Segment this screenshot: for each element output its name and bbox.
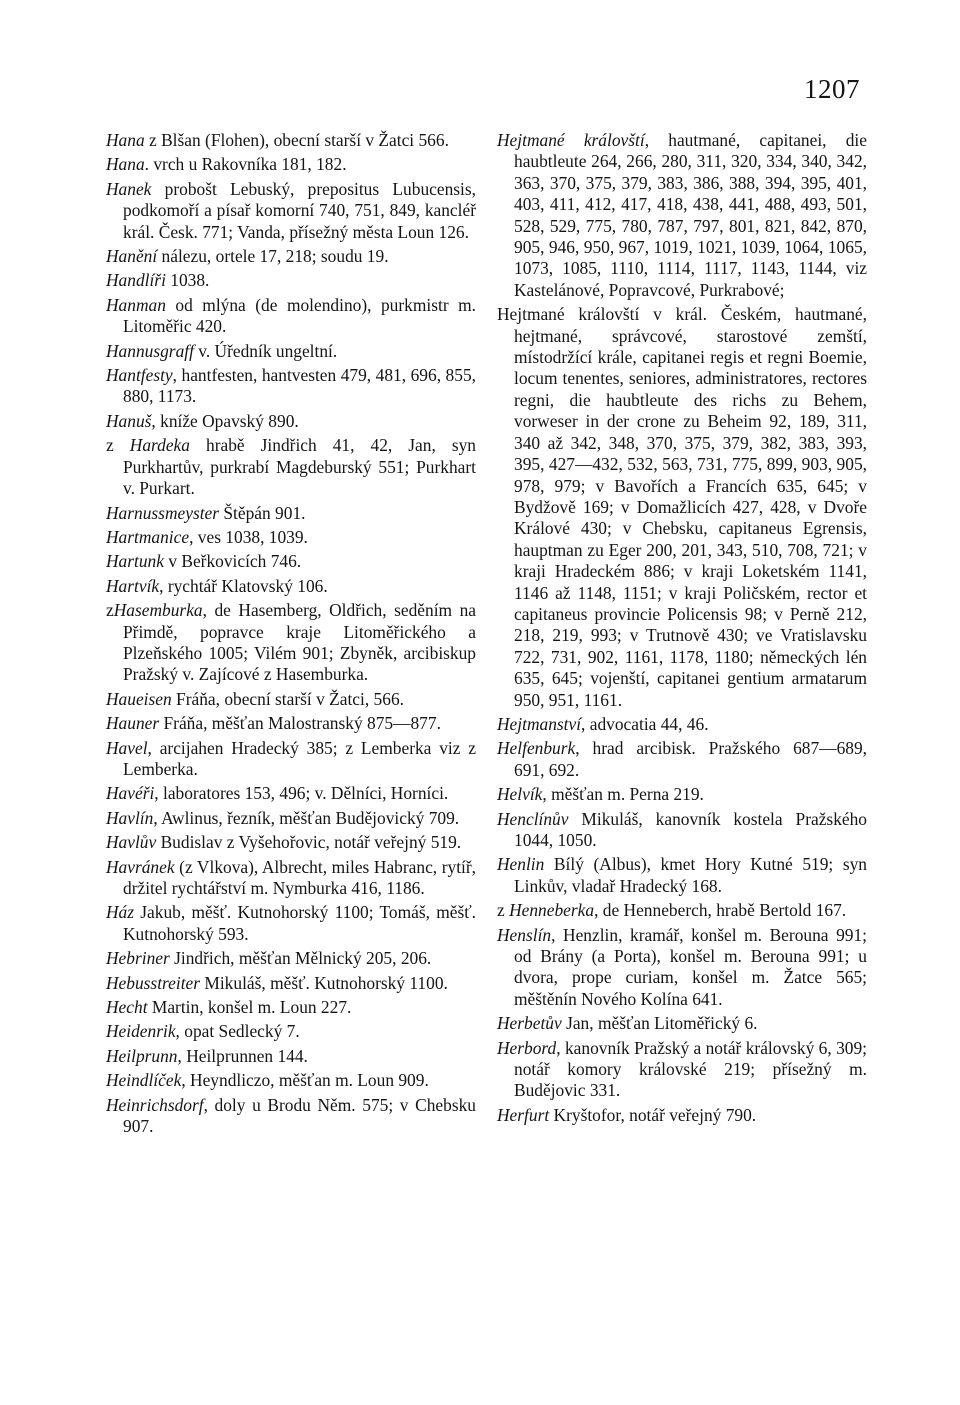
entry-headword: Hana (106, 154, 145, 175)
entry-body: Mikuláš, měšť. Kutnohorský 1100. (200, 972, 448, 993)
index-entry (497, 130, 867, 301)
entry-headword: Hauner (106, 713, 160, 734)
entry-body: hrabě Jindřich 41, 42, Jan, syn Purkhartův, purkrabí Magdeburský 551; Purkhart v. Purkart. (123, 435, 476, 499)
index-entry (106, 435, 476, 499)
entry-headword: Hannusgraff (106, 340, 194, 361)
index-entry (106, 576, 476, 597)
entry-headword: Hartvík (106, 575, 160, 596)
index-entry (106, 295, 476, 338)
entry-body: , advocatia 44, 46. (581, 713, 709, 734)
entry-body: Jakub, měšť. Kutnohorský 1100; Tomáš, měšť. Kutnohorský 593. (123, 902, 476, 944)
entry-body: , de Hasemberg, Oldřich, seděním na Přimdě, popravce kraje Litoměřického a Plzeňského 1005; Vilém 901; Zbyněk, arcibiskup Pražský v. Zajícové z Hasemburka. (123, 600, 476, 685)
entry-headword: Hejtmanství (497, 713, 582, 734)
entry-headword: Hana (106, 130, 145, 150)
entry-body: , de Henneberch, hrabě Bertold 167. (594, 900, 847, 921)
entry-headword: Hanuš (106, 410, 152, 431)
index-entry (106, 341, 476, 362)
index-entry (106, 411, 476, 432)
entry-body: v. Úředník ungeltní. (193, 340, 338, 361)
entry-headword: Harnussmeyster (106, 502, 220, 523)
entry-headword: Hanění (106, 246, 158, 267)
index-entry (106, 246, 476, 267)
entry-body: (z Vlkova), Albrecht, miles Habranc, rytíř, držitel rychtářství m. Nymburka 416, 1186. (123, 856, 476, 898)
entry-headword: Hecht (106, 997, 148, 1018)
entry-headword: Havránek (106, 856, 175, 877)
entry-headword: Heilprunn (106, 1045, 178, 1066)
entry-body: , Heilprunnen 144. (177, 1045, 308, 1066)
index-entry (106, 689, 476, 710)
index-entry (497, 900, 867, 921)
index-entry (106, 808, 476, 829)
entry-body: Bílý (Albus), kmet Hory Kutné 519; syn Linkův, vladař Hradecký 168. (514, 854, 867, 896)
entry-headword: Herbord (497, 1037, 557, 1058)
index-entry (497, 738, 867, 781)
entry-body: probošt Lebuský, prepositus Lubucensis, podkomoří a písař komorní 740, 751, 849, kancléř král. Česk. 771; Vanda, přísežný města Loun 126. (123, 178, 476, 242)
entry-headword: Haueisen (106, 688, 172, 709)
entry-body: , hrad arcibisk. Pražského 687—689, 691, 692. (514, 738, 867, 780)
index-entry (106, 713, 476, 734)
entry-body: Budislav z Vyšehořovic, notář veřejný 519. (156, 832, 462, 853)
entry-headword: Heinrichsdorf (106, 1094, 204, 1115)
index-entry (106, 1021, 476, 1042)
index-entry (497, 1038, 867, 1102)
entry-headword: Hanman (106, 294, 166, 315)
entry-headword: Henlin (497, 854, 545, 875)
entry-headword: Hartunk (106, 551, 164, 572)
index-entry (106, 365, 476, 408)
entry-headword: Havlín (106, 807, 154, 828)
entry-headword: Helvík (497, 784, 543, 805)
index-entry (497, 809, 867, 852)
index-entry (106, 1046, 476, 1067)
index-entry (106, 130, 476, 151)
entry-body: Mikuláš, kanovník kostela Pražského 1044, 1050. (514, 808, 867, 850)
entry-body: , doly u Brodu Něm. 575; v Chebsku 907. (123, 1094, 476, 1137)
entry-headword: Hardeka (129, 435, 190, 456)
index-entry (106, 1095, 476, 1138)
entry-body: , hautmané, capitanei, die haubtleute 264, 266, 280, 311, 320, 334, 340, 342, 363, 370, 375, 379, 383, 386, 388, 394, 395, 401, 403, 411, 412, 417, 418, 438, 441, 488, 493, 501, 528, 529, 775, 780, 787, 797, 801, 821, 842, 870, 905, 946, 950, 967, 1019, 1021, 1039, 1064, 1065, 1073, 1085, 1110, 1114, 1117, 1143, 1144, viz Kastelánové, Popravcové, Purkrabové; (514, 130, 867, 300)
entry-headword: Hebriner (106, 948, 170, 969)
entry-prefix: Hejtmané královští v král. Českém, hautmané, hejtmané, správcové, starostové zemští, místodržící krále, capitanei regis et regni Boemie, locum tenentes, seniores, administratores, rectores regni, die haubtleute des richs zu Behem, vorweser in der crone zu Beheim 92, 189, 311, 340 až 342, 348, 370, 375, 379, 382, 383, 393, 395, 427—432, 532, 563, 731, 775, 899, 903, 905, 978, 979; v Bavořích a Francích 635, 645; v Bydžově 169; v Domažlicích 427, 428, v Dvoře Králové 430; v Chebsku, capitaneus Egrensis, hauptman zu Eger 200, 201, 343, 510, 708, 721; v kraji Hradeckém 886; v kraji Loketském 1141, 1146 až 1148, 1151; v kraji Poličském, rector et capitaneus provincie Policensis 98; v Perně 212, 218, 219, 993; v Trutnově 430; ve Vratislavsku 722, 731, 902, 1161, 1178, 1180; německých lén 635, 645; vojenští, capitanei gentium armatarum 950, 951, 1161. (497, 304, 867, 710)
entry-body: v Beřkovicích 746. (163, 551, 302, 572)
index-entry (106, 997, 476, 1018)
entry-headword: Heindlíček (106, 1070, 182, 1091)
entry-headword: Henslín (497, 924, 552, 945)
index-entry (106, 738, 476, 781)
entry-body: . vrch u Rakovníka 181, 182. (144, 154, 347, 175)
entry-headword: Havlův (106, 832, 157, 853)
entry-prefix: z (106, 435, 130, 456)
page-number: 1207 (804, 74, 860, 104)
entry-prefix: z (106, 600, 114, 621)
index-entry (106, 551, 476, 572)
entry-headword: Ház (106, 902, 135, 923)
entry-body: , kníže Opavský 890. (151, 410, 299, 431)
index-entry (497, 1105, 867, 1126)
entry-headword: Heidenrik (106, 1021, 176, 1042)
entry-headword: Herfurt (497, 1104, 550, 1125)
index-entry (106, 270, 476, 291)
entry-body: Štěpán 901. (219, 502, 306, 523)
entry-body: , kanovník Pražský a notář královský 6, 309; notář komory královské 219; přísežný m. Budějovic 331. (514, 1037, 867, 1101)
index-column-right (497, 130, 867, 1129)
entry-headword: Havéři (106, 783, 155, 804)
entry-headword: Havel (106, 737, 148, 758)
entry-headword: Helfenburk (497, 738, 576, 759)
entry-headword: Hantfesty (106, 365, 173, 386)
index-entry (497, 1013, 867, 1034)
index-entry (497, 854, 867, 897)
entry-headword: Herbetův (497, 1013, 562, 1034)
index-entry (106, 600, 476, 686)
entry-prefix: z (497, 900, 510, 921)
entry-body: Fráňa, obecní starší v Žatci, 566. (171, 688, 404, 709)
index-entry (106, 902, 476, 945)
entry-headword: Henneberka (509, 900, 595, 921)
index-entry (106, 527, 476, 548)
index-entry (106, 503, 476, 524)
index-entry (497, 784, 867, 805)
entry-body: , Heyndliczo, měšťan m. Loun 909. (181, 1070, 429, 1091)
entry-headword: Hejtmané královští (497, 130, 645, 150)
index-column-left (106, 130, 476, 1140)
entry-body: z Blšan (Flohen), obecní starší v Žatci 566. (144, 130, 449, 150)
entry-body: , opat Sedlecký 7. (175, 1021, 300, 1042)
entry-body: , ves 1038, 1039. (189, 526, 308, 547)
entry-body: , Awlinus, řezník, měšťan Budějovický 709. (153, 807, 460, 828)
entry-body: , laboratores 153, 496; v. Dělníci, Horníci. (154, 783, 449, 804)
index-entry (106, 154, 476, 175)
entry-body: nálezu, ortele 17, 218; soudu 19. (157, 246, 389, 267)
entry-headword: Hanek (106, 178, 152, 199)
index-entry (106, 832, 476, 853)
entry-body: , hantfesten, hantvesten 479, 481, 696, 855, 880, 1173. (123, 365, 476, 407)
entry-headword: Hasemburka (113, 600, 203, 621)
entry-body: Jan, měšťan Litoměřický 6. (561, 1013, 758, 1034)
index-entry (106, 948, 476, 969)
index-entry (106, 179, 476, 243)
entry-body: 1038. (165, 270, 210, 291)
entry-headword: Hartmanice (106, 526, 190, 547)
index-entry (106, 783, 476, 804)
entry-headword: Henclínův (497, 808, 569, 829)
entry-headword: Hebusstreiter (106, 972, 201, 993)
entry-headword: Handlíři (106, 270, 166, 291)
index-entry (106, 857, 476, 900)
entry-body: Jindřich, měšťan Mělnický 205, 206. (169, 948, 432, 969)
entry-body: , Henzlin, kramář, konšel m. Berouna 991; od Brány (a Porta), konšel m. Berouna 991; u dvora, prope curiam, konšel m. Žatce 565; měštěnín Nového Kolína 641. (514, 924, 867, 1009)
entry-body: , rychtář Klatovský 106. (159, 575, 328, 596)
index-entry (497, 925, 867, 1011)
entry-body: Martin, konšel m. Loun 227. (147, 997, 352, 1018)
entry-body: , arcijahen Hradecký 385; z Lemberka viz z Lemberka. (123, 737, 476, 779)
index-entry (106, 1070, 476, 1091)
index-entry (497, 714, 867, 735)
index-entry (106, 973, 476, 994)
entry-body: Kryštofor, notář veřejný 790. (549, 1104, 757, 1125)
index-entry (497, 304, 867, 711)
entry-body: Fráňa, měšťan Malostranský 875—877. (159, 713, 441, 734)
entry-body: , měšťan m. Perna 219. (542, 784, 704, 805)
entry-body: od mlýna (de molendino), purkmistr m. Litoměřic 420. (123, 294, 476, 337)
